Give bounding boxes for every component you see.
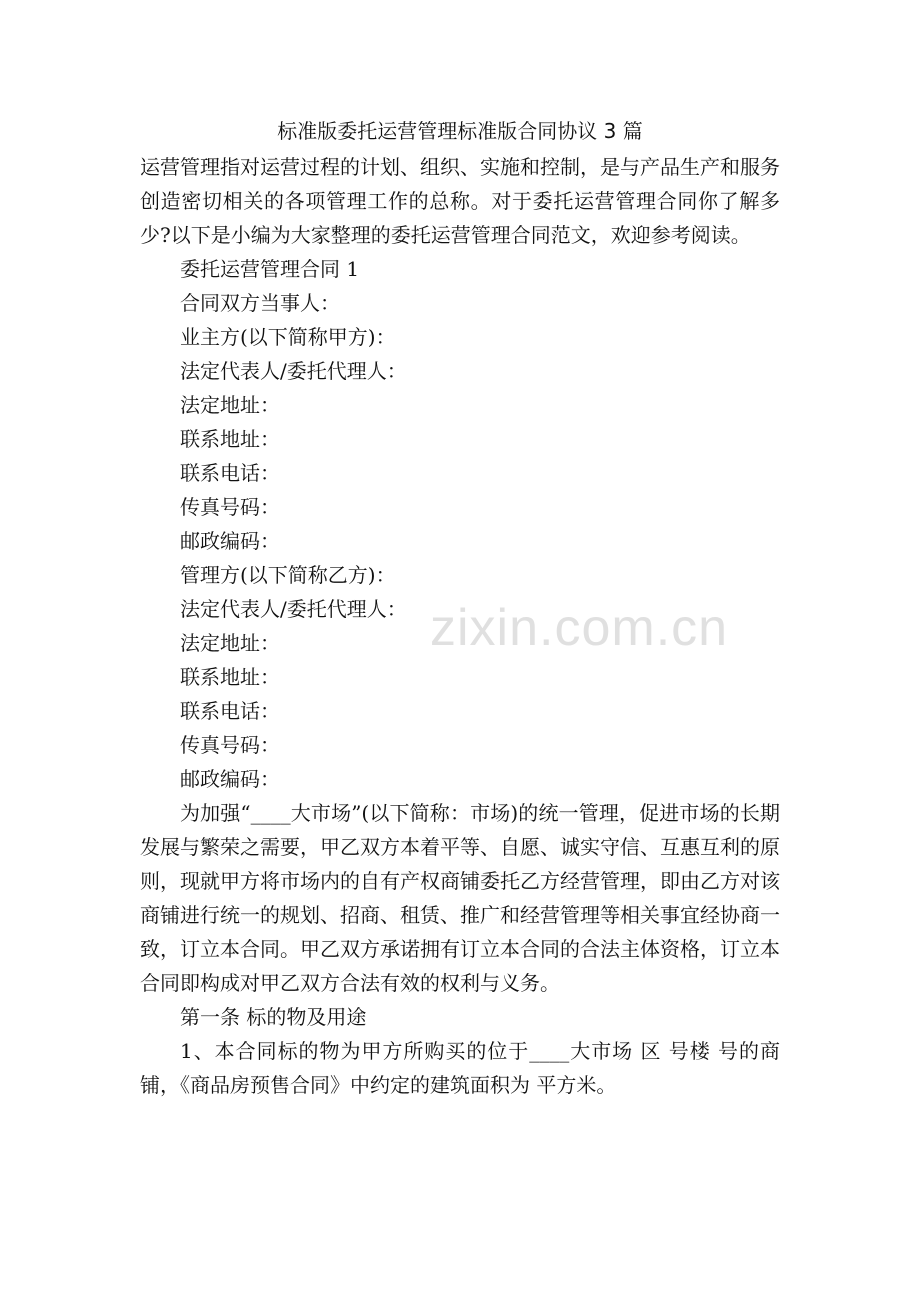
party-a-legal-address: 法定地址： [180, 393, 280, 417]
document-title: 标准版委托运营管理标准版合同协议 3 篇 [277, 119, 643, 143]
party-a-postcode: 邮政编码： [180, 529, 280, 553]
preamble-paragraph: 为加强“____大市场”(以下简称：市场)的统一管理，促进市场的长期发展与繁荣之需要，甲乙双方本着平等、自愿、诚实守信、互惠互利的原则，现就甲方将市场内的自有产权商铺委托乙方经营管理，即由乙方对该商铺进行统一的规划、招商、租赁、推广和经营管理等相关事宜经协商一致，订立本合同。甲乙双方承诺拥有订立本合同的合法主体资格，订立本合同即构成对甲乙双方合法有效的权利与义务。 [140, 801, 780, 995]
article-one-clause-one: 1、本合同标的物为甲方所购买的位于____大市场 区 号楼 号的商铺，《商品房预售合同》中约定的建筑面积为 平方米。 [140, 1039, 780, 1097]
watermark: zixin.com.cn [430, 599, 729, 657]
party-b-fax: 传真号码： [180, 733, 280, 757]
parties-label: 合同双方当事人： [180, 291, 340, 315]
party-a-phone: 联系电话： [180, 461, 280, 485]
party-a-representative: 法定代表人/委托代理人： [180, 359, 407, 383]
party-a-fax: 传真号码： [180, 495, 280, 519]
document-body [140, 150, 780, 1102]
party-b-legal-address: 法定地址： [180, 631, 280, 655]
contract-heading: 委托运营管理合同 1 [180, 257, 360, 281]
party-b-postcode: 邮政编码： [180, 767, 280, 791]
party-a-label: 业主方(以下简称甲方)： [180, 325, 396, 349]
party-a-contact-address: 联系地址： [180, 427, 280, 451]
party-b-phone: 联系电话： [180, 699, 280, 723]
article-one-heading: 第一条 标的物及用途 [180, 1005, 367, 1029]
party-b-label: 管理方(以下简称乙方)： [180, 563, 396, 587]
party-b-representative: 法定代表人/委托代理人： [180, 597, 407, 621]
intro-paragraph: 运营管理指对运营过程的计划、组织、实施和控制，是与产品生产和服务创造密切相关的各项管理工作的总称。对于委托运营管理合同你了解多少?以下是小编为大家整理的委托运营管理合同范文，欢迎参考阅读。 [140, 155, 780, 247]
party-b-contact-address: 联系地址： [180, 665, 280, 689]
